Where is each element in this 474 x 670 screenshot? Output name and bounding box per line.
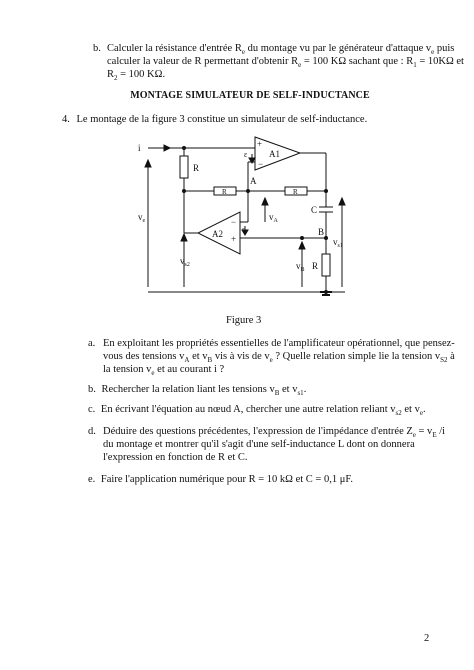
question-4-text: Le montage de la figure 3 constitue un simulateur de self-inductance. (76, 114, 368, 125)
question-e: e. Faire l'application numérique pour R = 10 kΩ et C = 0,1 μF. (88, 474, 353, 485)
question-c-letter: c. (88, 404, 96, 415)
label-c: C (311, 205, 318, 215)
circuit-figure (130, 132, 360, 307)
label-node-a: A (250, 176, 257, 186)
label-vb: $v_B$ (296, 261, 305, 273)
label-a2-minus: − (231, 217, 237, 227)
label-a1-minus: − (258, 159, 264, 169)
label-r-mid1: R (222, 188, 227, 196)
question-4 (62, 113, 442, 126)
item-b-line3: $R_2 = 100$ KΩ. (107, 69, 166, 83)
figure-caption: Figure 3 (226, 315, 262, 326)
label-i: i (138, 143, 141, 153)
label-vs2: $v_{s2}$ (180, 256, 190, 268)
question-e-letter: e. (88, 474, 96, 485)
question-b: b. Rechercher la relation liant les tensions $v_B$ et $v_{s1}$. (88, 384, 307, 398)
label-a2-plus: + (231, 234, 237, 244)
label-node-b: B (318, 227, 325, 237)
label-va: $v_A$ (269, 212, 278, 224)
question-c: c. En écrivant l'équation au nœud A, chercher une autre relation reliant $v_{s2}$ et $v_e$. (88, 404, 426, 418)
label-a1-plus: + (257, 139, 263, 149)
item-b-line2: calculer la valeur de R permettant d'obtenir $R_e = 100$ KΩ sachant que : $R_1 = 10K\Omega$ et (107, 56, 464, 70)
page-number: 2 (424, 633, 430, 644)
label-eps2: ε (242, 225, 246, 234)
current-arrow (164, 145, 170, 151)
section-title: MONTAGE SIMULATEUR DE SELF-INDUCTANCE (130, 90, 370, 101)
resistor-r-bot (322, 254, 330, 276)
label-r-mid2: R (293, 188, 298, 196)
label-eps1: ε (244, 150, 248, 159)
question-4-number: 4. (62, 114, 70, 125)
question-a-letter: a. (88, 338, 96, 349)
item-b-letter: b. (93, 43, 101, 54)
resistor-r-top (180, 156, 188, 178)
label-a1: A1 (269, 149, 280, 159)
label-ve: $v_e$ (138, 212, 146, 224)
label-a2: A2 (212, 229, 223, 239)
question-b-letter: b. (88, 384, 96, 395)
item-b-line1: Calculer la résistance d'entrée $R_e$ du montage vu par le générateur d'attaque $v_e$ puis (107, 43, 455, 57)
question-d-letter: d. (88, 426, 96, 437)
label-vs1: $v_{s1}$ (333, 237, 343, 249)
label-r-top: R (193, 163, 200, 173)
label-r-bot: R (312, 261, 319, 271)
